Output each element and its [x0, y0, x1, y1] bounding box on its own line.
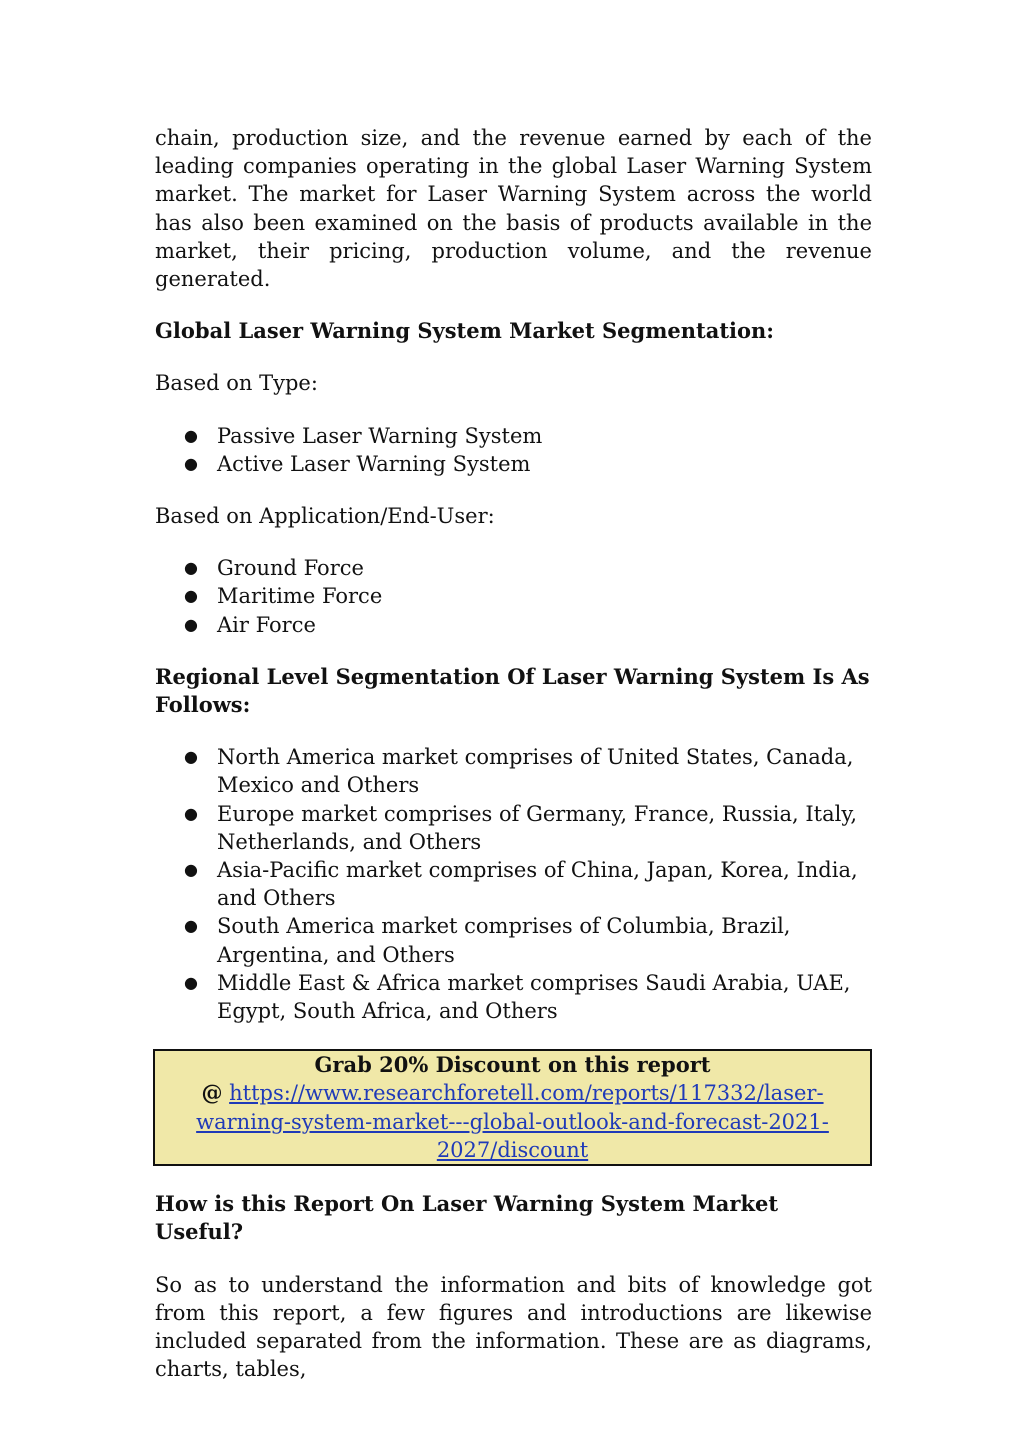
list-item: [155, 611, 872, 639]
list-item-text: Active Laser Warning System: [217, 451, 531, 476]
bullet-icon: ●: [184, 558, 198, 578]
bullet-icon: ●: [184, 614, 198, 634]
document-page: [155, 124, 872, 1383]
list-item-text: Passive Laser Warning System: [217, 423, 543, 448]
bullet-icon: ●: [184, 803, 198, 823]
bullet-icon: ●: [184, 972, 198, 992]
intro-paragraph: chain, production size, and the revenue earned by each of the leading companies operating in the global Laser Warning System market. The market for Laser Warning System across the world has also been examined on the basis of products available in the market, their pricing, production volume, and the revenue generated.: [155, 126, 872, 292]
useful-heading: How is this Report On Laser Warning System Market Useful?: [155, 1191, 779, 1245]
at-symbol: @: [201, 1080, 223, 1106]
useful-paragraph: So as to understand the information and bits of knowledge got from this report, a few figures and introductions are likewise included separated from the information. These are as diagrams, charts, tables,: [155, 1272, 872, 1382]
bullet-icon: ●: [184, 747, 198, 767]
bullet-icon: ●: [184, 860, 198, 880]
bullet-icon: ●: [184, 453, 198, 473]
list-item-text: Maritime Force: [217, 584, 383, 609]
discount-box: [153, 1049, 872, 1166]
list-item-text: North America market comprises of United States, Canada, Mexico and Others: [217, 745, 854, 798]
list-item: [155, 912, 872, 968]
list-item: [155, 582, 872, 610]
discount-link[interactable]: https://www.researchforetell.com/reports/117332/laser-warning-system-market---global-outlook-and-forecast-2021-2027/discount: [196, 1081, 829, 1162]
list-item-text: Europe market comprises of Germany, France, Russia, Italy, Netherlands, and Others: [217, 801, 858, 854]
discount-link-line: [155, 1079, 870, 1164]
list-item: [155, 422, 872, 450]
list-item-text: South America market comprises of Columbia, Brazil, Argentina, and Others: [217, 914, 791, 967]
bullet-icon: ●: [184, 916, 198, 936]
list-item: [155, 856, 872, 912]
list-item: [155, 800, 872, 856]
application-label: Based on Application/End-User:: [155, 504, 495, 529]
type-label: Based on Type:: [155, 371, 318, 396]
bullet-icon: ●: [184, 586, 198, 606]
application-list: [155, 554, 872, 639]
bullet-icon: ●: [184, 425, 198, 445]
list-item: [155, 743, 872, 799]
regional-heading: Regional Level Segmentation Of Laser Warning System Is As Follows:: [155, 663, 870, 718]
list-item: [155, 969, 872, 1025]
list-item-text: Air Force: [217, 612, 316, 637]
list-item-text: Middle East & Africa market comprises Saudi Arabia, UAE, Egypt, South Africa, and Others: [217, 970, 851, 1024]
list-item-text: Asia-Pacific market comprises of China, Japan, Korea, India, and Others: [217, 858, 858, 911]
type-list: [155, 422, 872, 478]
list-item: [155, 554, 872, 582]
regional-list: [155, 743, 872, 1025]
segmentation-heading: Global Laser Warning System Market Segmentation:: [155, 318, 775, 344]
list-item-text: Ground Force: [217, 556, 364, 581]
discount-title: Grab 20% Discount on this report: [314, 1052, 711, 1078]
list-item: [155, 450, 872, 478]
